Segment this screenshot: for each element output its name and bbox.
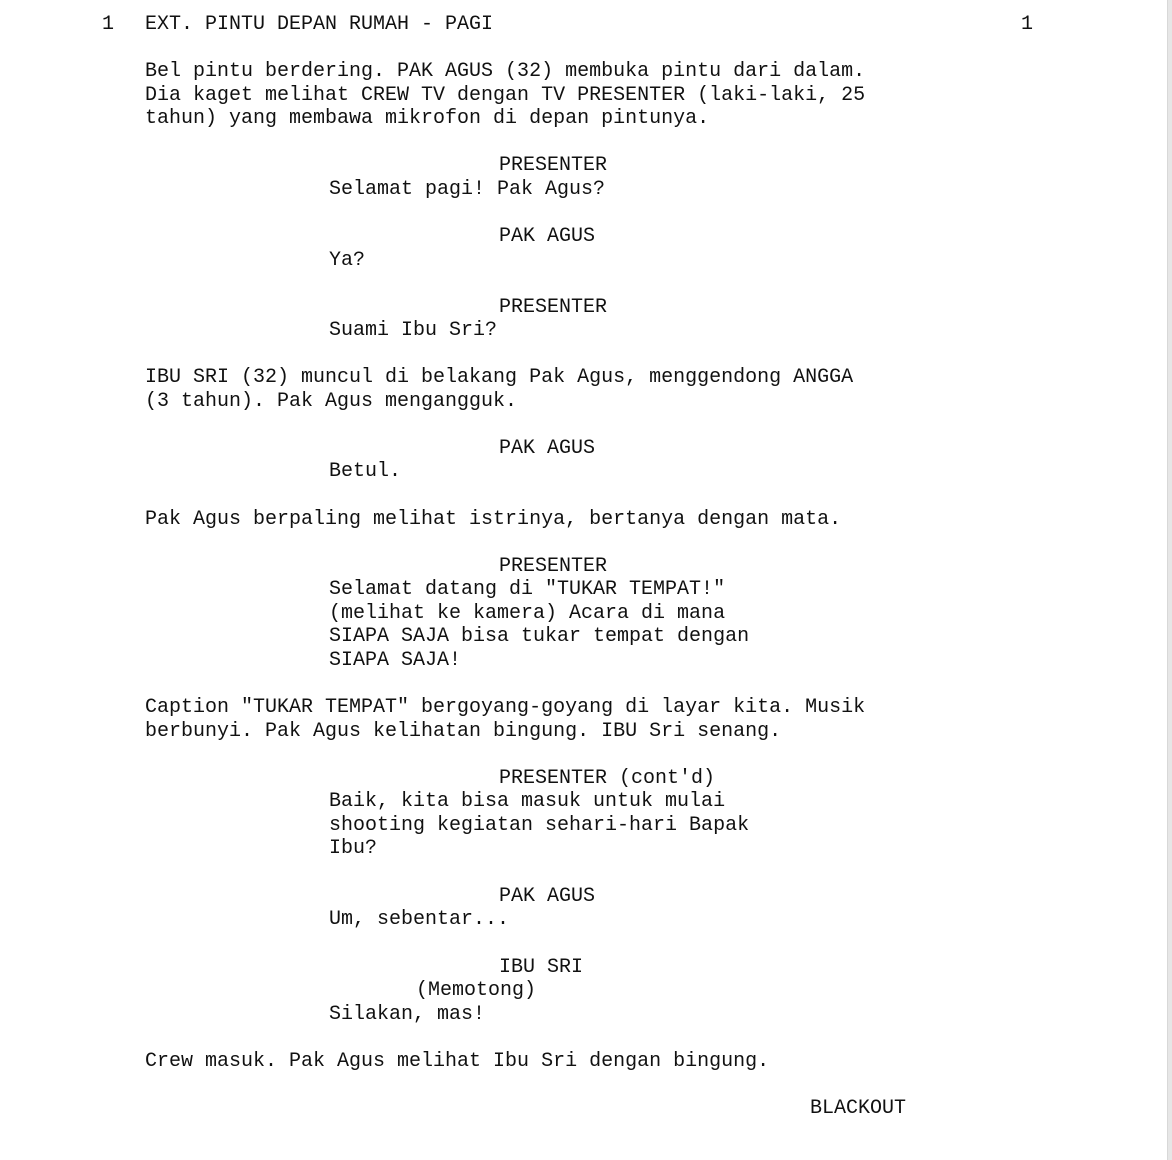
dialogue: Betul. bbox=[329, 460, 402, 483]
page-edge bbox=[1167, 0, 1172, 1160]
scene-number-right: 1 bbox=[1021, 13, 1034, 36]
dialogue: Silakan, mas! bbox=[329, 1003, 486, 1026]
character-name: PRESENTER bbox=[499, 296, 608, 319]
action-line: IBU SRI (32) muncul di belakang Pak Agus, menggendong ANGGA (3 tahun). Pak Agus mengangguk. bbox=[145, 366, 854, 413]
scene-number-left: 1 bbox=[102, 13, 115, 36]
dialogue: Suami Ibu Sri? bbox=[329, 319, 498, 342]
dialogue: Um, sebentar... bbox=[329, 908, 510, 931]
character-name: PRESENTER bbox=[499, 555, 608, 578]
character-name: PAK AGUS bbox=[499, 437, 596, 460]
dialogue: Selamat pagi! Pak Agus? bbox=[329, 178, 606, 201]
character-name: IBU SRI bbox=[499, 956, 584, 979]
character-name: PAK AGUS bbox=[499, 225, 596, 248]
action-line: Pak Agus berpaling melihat istrinya, bertanya dengan mata. bbox=[145, 508, 842, 531]
character-name: PRESENTER (cont'd) bbox=[499, 767, 716, 790]
dialogue: Ya? bbox=[329, 249, 366, 272]
dialogue: Selamat datang di "TUKAR TEMPAT!" (melihat ke kamera) Acara di mana SIAPA SAJA bisa tukar tempat dengan SIAPA SAJA! bbox=[329, 578, 750, 672]
parenthetical: (Memotong) bbox=[416, 979, 537, 1002]
action-line: Crew masuk. Pak Agus melihat Ibu Sri dengan bingung. bbox=[145, 1050, 770, 1073]
character-name: PRESENTER bbox=[499, 154, 608, 177]
action-line: Bel pintu berdering. PAK AGUS (32) membuka pintu dari dalam. Dia kaget melihat CREW TV dengan TV PRESENTER (laki-laki, 25 tahun) yang membawa mikrofon di depan pintunya. bbox=[145, 60, 866, 130]
action-line: Caption "TUKAR TEMPAT" bergoyang-goyang di layar kita. Musik berbunyi. Pak Agus kelihatan bingung. IBU Sri senang. bbox=[145, 696, 866, 743]
scene-heading: EXT. PINTU DEPAN RUMAH - PAGI bbox=[145, 13, 494, 36]
dialogue: Baik, kita bisa masuk untuk mulai shooting kegiatan sehari-hari Bapak Ibu? bbox=[329, 790, 750, 860]
character-name: PAK AGUS bbox=[499, 885, 596, 908]
transition: BLACKOUT bbox=[810, 1097, 907, 1120]
